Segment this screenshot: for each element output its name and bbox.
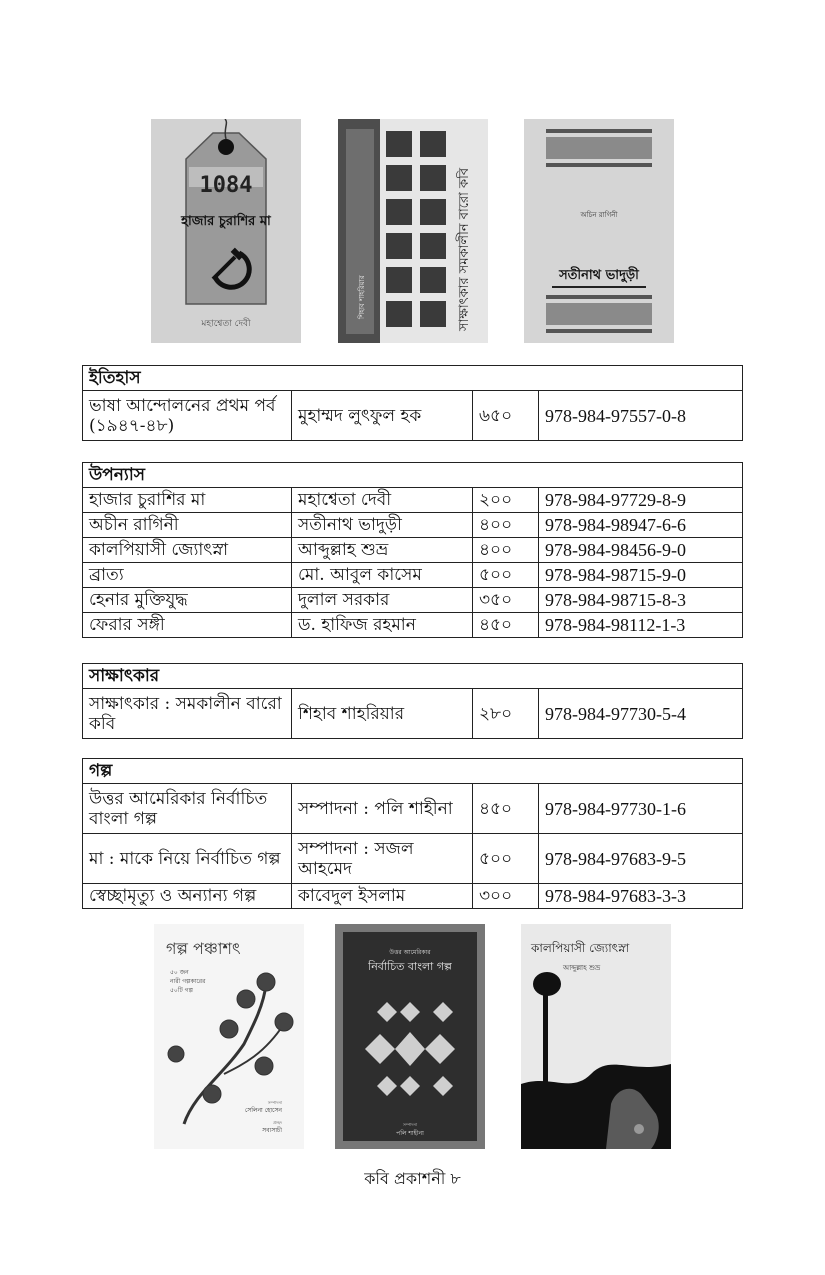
page-footer: কবি প্রকাশনী ৮ xyxy=(364,1169,461,1188)
cover-author: মহাশ্বেতা দেবী xyxy=(201,319,251,329)
book-title: ভাষা আন্দোলনের প্রথম পর্ব (১৯৪৭-৪৮) xyxy=(83,391,292,441)
table-row xyxy=(83,784,743,834)
cover-line-2: নারী গল্পকারের xyxy=(170,978,206,985)
book-price: ২০০ xyxy=(473,488,539,513)
book-isbn: 978-984-98715-9-0 xyxy=(539,563,743,588)
table-row xyxy=(83,391,743,441)
table-row xyxy=(83,613,743,638)
cover-author: আব্দুল্লাহ শুভ্র xyxy=(563,964,601,972)
book-isbn: 978-984-97730-1-6 xyxy=(539,784,743,834)
cover-editor: সেলিনা হোসেন xyxy=(244,1107,282,1114)
book-author: শিহাব শাহরিয়ার xyxy=(292,689,473,739)
book-author: কাবেদুল ইসলাম xyxy=(292,884,473,909)
book-isbn: 978-984-97683-9-5 xyxy=(539,834,743,884)
book-title: মা : মাকে নিয়ে নির্বাচিত গল্প xyxy=(83,834,292,884)
book-price: ৫০০ xyxy=(473,563,539,588)
section-itihas xyxy=(82,365,743,441)
book-cover-achin-ragini xyxy=(524,119,674,343)
book-title: উত্তর আমেরিকার নির্বাচিত বাংলা গল্প xyxy=(83,784,292,834)
cover-designer: সব্যসাচী xyxy=(262,1127,282,1134)
book-cover-uttor-americar xyxy=(335,924,485,1149)
book-isbn: 978-984-98715-8-3 xyxy=(539,588,743,613)
book-cover-hajar-churashir-ma xyxy=(151,119,301,343)
book-cover-kalpiyasi-jyotsna xyxy=(521,924,671,1149)
book-price: ৩৫০ xyxy=(473,588,539,613)
tag-hole xyxy=(218,139,234,155)
table-row xyxy=(83,834,743,884)
section-heading: সাক্ষাৎকার xyxy=(83,664,743,689)
cover-kicker: উত্তর আমেরিকার xyxy=(389,949,431,956)
table-row xyxy=(83,538,743,563)
book-price: ৬৫০ xyxy=(473,391,539,441)
table-row xyxy=(83,884,743,909)
cover-author: শিহাব শাহরিয়ার xyxy=(358,275,366,319)
cover-line-3: ৫০টি গল্প xyxy=(170,987,193,994)
book-price: ৫০০ xyxy=(473,834,539,884)
book-author: আব্দুল্লাহ শুভ্র xyxy=(292,538,473,563)
book-author: দুলাল সরকার xyxy=(292,588,473,613)
book-title: ব্রাত্য xyxy=(83,563,292,588)
cover-spine-title: সাক্ষাৎকার সমকালীন বারো কবি xyxy=(457,167,472,331)
book-isbn: 978-984-98947-6-6 xyxy=(539,513,743,538)
book-isbn: 978-984-97730-5-4 xyxy=(539,689,743,739)
section-heading: উপন্যাস xyxy=(83,463,743,488)
cover-title: গল্প পঞ্চাশৎ xyxy=(166,939,241,958)
book-title: স্বেচ্ছামৃত্যু ও অন্যান্য গল্প xyxy=(83,884,292,909)
book-price: ৪৫০ xyxy=(473,613,539,638)
cover-editor-role: সম্পাদনা xyxy=(267,1100,282,1105)
cover-author: সতীনাথ ভাদুড়ী xyxy=(559,268,639,283)
book-price: ৪০০ xyxy=(473,538,539,563)
book-price: ৪৫০ xyxy=(473,784,539,834)
cover-title: হাজার চুরাশির মা xyxy=(181,214,271,229)
book-cover-golpo-ponchashot xyxy=(154,924,304,1149)
section-heading: গল্প xyxy=(83,759,743,784)
table-row xyxy=(83,689,743,739)
cover-role: সম্পাদনা xyxy=(402,1122,418,1127)
book-title: হাজার চুরাশির মা xyxy=(83,488,292,513)
section-heading: ইতিহাস xyxy=(83,366,743,391)
book-isbn: 978-984-97729-8-9 xyxy=(539,488,743,513)
book-title: কালপিয়াসী জ্যোৎস্না xyxy=(83,538,292,563)
book-price: ৩০০ xyxy=(473,884,539,909)
cover-title: নির্বাচিত বাংলা গল্প xyxy=(368,960,452,973)
book-author: সতীনাথ ভাদুড়ী xyxy=(292,513,473,538)
book-price: ৪০০ xyxy=(473,513,539,538)
section-shakkhatkar xyxy=(82,663,743,739)
section-uponnash xyxy=(82,462,743,638)
book-cover-shakkhatkar xyxy=(338,119,488,343)
book-isbn: 978-984-98456-9-0 xyxy=(539,538,743,563)
table-row xyxy=(83,513,743,538)
book-isbn: 978-984-97683-3-3 xyxy=(539,884,743,909)
book-title: সাক্ষাৎকার : সমকালীন বারো কবি xyxy=(83,689,292,739)
book-isbn: 978-984-98112-1-3 xyxy=(539,613,743,638)
table-row xyxy=(83,563,743,588)
book-title: হেনার মুক্তিযুদ্ধ xyxy=(83,588,292,613)
book-author: সম্পাদনা : সজল আহমেদ xyxy=(292,834,473,884)
cover-small-title: অচিন রাগিনী xyxy=(580,211,618,219)
book-author: মো. আবুল কাসেম xyxy=(292,563,473,588)
cover-number: 1084 xyxy=(199,173,253,198)
cover-line-1: ৫০ জন xyxy=(170,969,189,976)
book-title: ফেরার সঙ্গী xyxy=(83,613,292,638)
section-golpo xyxy=(82,758,743,909)
book-title: অচীন রাগিনী xyxy=(83,513,292,538)
book-isbn: 978-984-97557-0-8 xyxy=(539,391,743,441)
book-author: সম্পাদনা : পলি শাহীনা xyxy=(292,784,473,834)
cover-designer-role: প্রচ্ছদ xyxy=(273,1120,282,1125)
book-author: মহাশ্বেতা দেবী xyxy=(292,488,473,513)
book-author: ড. হাফিজ রহমান xyxy=(292,613,473,638)
book-author: মুহাম্মদ লুৎফুল হক xyxy=(292,391,473,441)
book-price: ২৮০ xyxy=(473,689,539,739)
table-row xyxy=(83,588,743,613)
cover-editor: পলি শাহীনা xyxy=(396,1130,424,1137)
cover-title: কালপিয়াসী জ্যোৎস্না xyxy=(531,941,630,955)
table-row xyxy=(83,488,743,513)
